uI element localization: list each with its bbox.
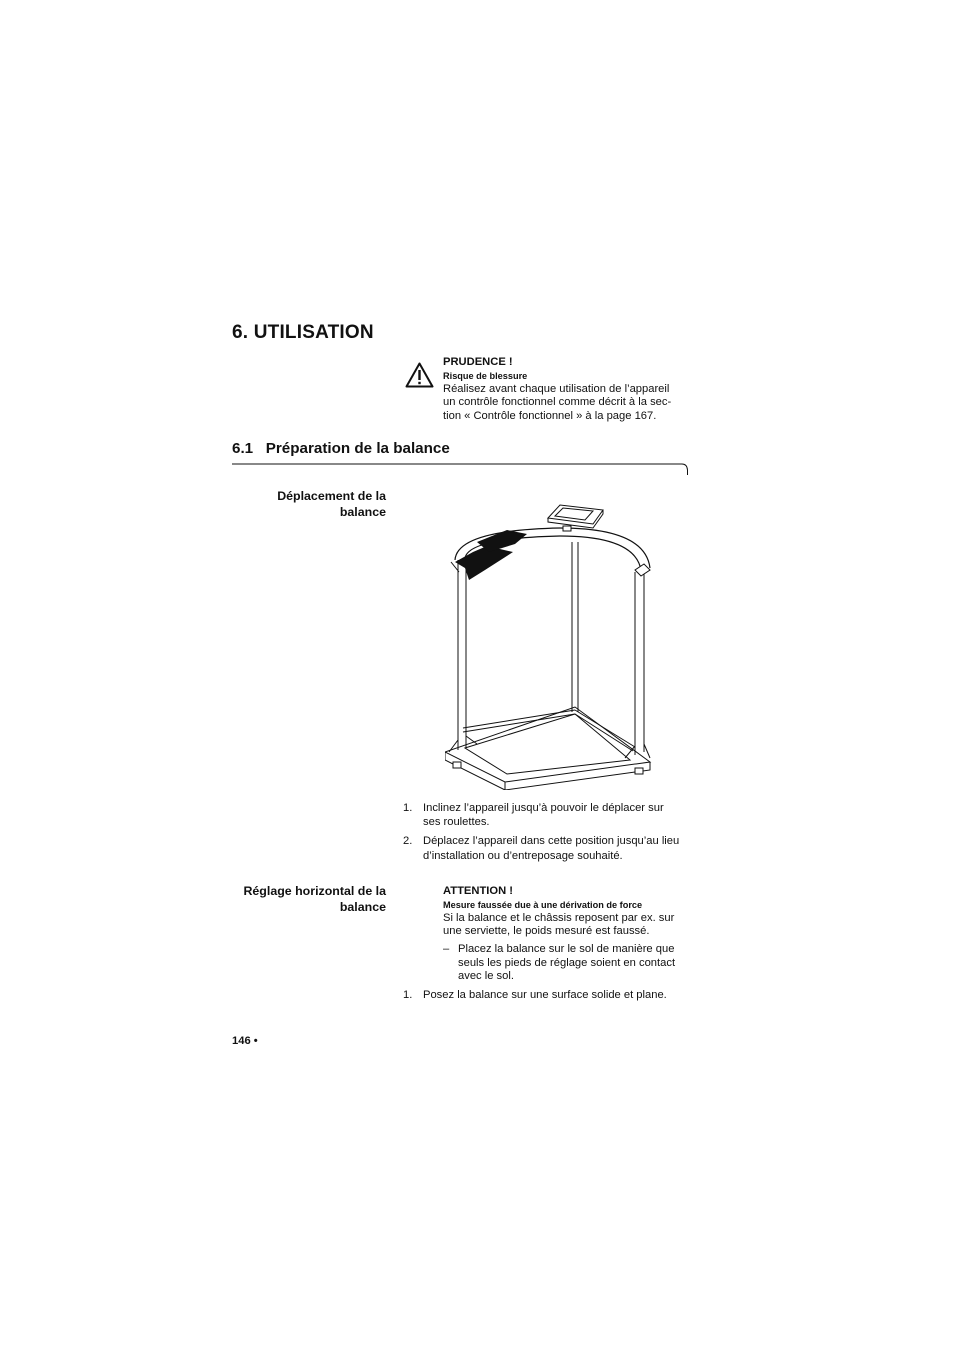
prudence-heading: PRUDENCE !: [443, 356, 513, 368]
page-number: 146 •: [232, 1035, 258, 1047]
section-title: 6.1 Préparation de la balance: [232, 440, 450, 457]
list-item: 2. Déplacez l’appareil dans cette position jusqu’au lieu d’installation ou d’entreposage souhaité.: [403, 835, 680, 862]
list-item: 1. Inclinez l’appareil jusqu’à pouvoir le déplacer sur ses roulettes.: [403, 802, 664, 829]
reglage-steps: [403, 988, 695, 1007]
prudence-line: tion « Contrôle fonctionnel » à la page 167.: [443, 409, 657, 422]
dash-list-item: – Placez la balance sur le sol de manière que seuls les pieds de réglage soient en contact avec le sol.: [443, 943, 676, 983]
deplacement-steps: [403, 801, 695, 868]
scale-illustration: [445, 500, 655, 790]
prudence-subheading: Risque de blessure: [443, 370, 528, 381]
reglage-heading: Réglage horizontal de la balance: [243, 884, 386, 914]
attention-line: Si la balance et le châssis reposent par ex. sur: [443, 911, 675, 924]
prudence-notice: [443, 356, 693, 423]
deplacement-heading: Déplacement de la balance: [277, 489, 386, 519]
attention-line: une serviette, le poids mesuré est faussé.: [443, 925, 650, 938]
attention-notice: [443, 885, 693, 939]
prudence-line: un contrôle fonctionnel comme décrit à la sec-: [443, 396, 672, 409]
section-rule: [232, 463, 688, 475]
attention-heading: ATTENTION !: [443, 885, 514, 897]
warning-triangle-icon: [405, 362, 434, 388]
chapter-title: 6. UTILISATION: [232, 322, 374, 343]
prudence-line: Réalisez avant chaque utilisation de l’appareil: [443, 382, 670, 395]
list-item: 1. Posez la balance sur une surface solide et plane.: [403, 989, 667, 1001]
attention-subheading: Mesure faussée due à une dérivation de force: [443, 899, 643, 910]
